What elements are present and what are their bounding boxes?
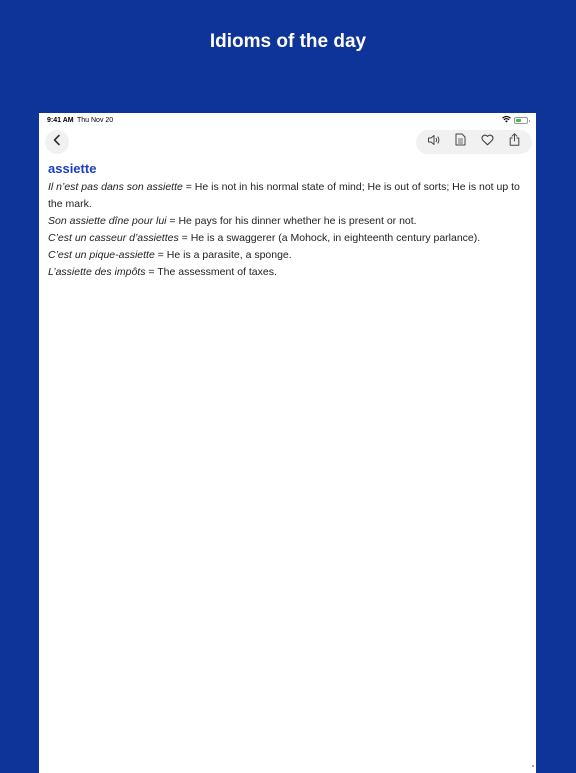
battery-icon [514, 117, 528, 124]
idiom-phrase: Son assiette dîne pour lui [48, 215, 167, 227]
status-time: 9:41 AM [47, 117, 74, 124]
nav-bar [39, 129, 536, 155]
share-icon [509, 133, 520, 151]
status-indicators [502, 116, 528, 125]
idiom-phrase: L’assiette des impôts [48, 266, 146, 278]
idiom-entry [48, 161, 526, 281]
notes-button[interactable] [447, 130, 474, 154]
entry-line-4 [48, 247, 526, 264]
idiom-phrase: C’est un pique-assiette [48, 249, 155, 261]
entry-line-5 [48, 264, 526, 281]
promo-banner [0, 0, 576, 113]
chevron-left-icon [52, 133, 62, 151]
idiom-meaning: = He pays for his dinner whether he is present or not. [166, 215, 417, 227]
scroll-indicator [532, 765, 534, 767]
speak-button[interactable] [420, 130, 447, 154]
entry-line-1 [48, 179, 526, 213]
banner-title: Idioms of the day [209, 31, 367, 52]
nav-action-group [416, 130, 532, 154]
idiom-meaning: = He is not in his normal state of mind; He is out of sorts; He is not up to the mark. [48, 181, 520, 210]
heart-icon [481, 133, 494, 151]
idiom-meaning: = The assessment of taxes. [145, 266, 277, 278]
favorite-button[interactable] [474, 130, 501, 154]
back-button[interactable] [45, 130, 69, 154]
speaker-icon [427, 133, 441, 151]
idiom-meaning: = He is a swaggerer (a Mohock, in eighteenth century parlance). [178, 232, 481, 244]
wifi-icon [502, 116, 511, 125]
document-icon [455, 133, 466, 151]
headword: assiette [48, 161, 97, 176]
battery-level [516, 119, 521, 122]
idiom-phrase: C’est un casseur d’assiettes [48, 232, 179, 244]
status-date: Thu Nov 20 [77, 117, 114, 124]
entry-line-3 [48, 230, 526, 247]
share-button[interactable] [501, 130, 528, 154]
status-bar [39, 113, 536, 129]
entry-line-2 [48, 213, 526, 230]
app-screen [39, 113, 536, 773]
idiom-meaning: = He is a parasite, a sponge. [154, 249, 292, 261]
idiom-phrase: Il n’est pas dans son assiette [48, 181, 183, 193]
